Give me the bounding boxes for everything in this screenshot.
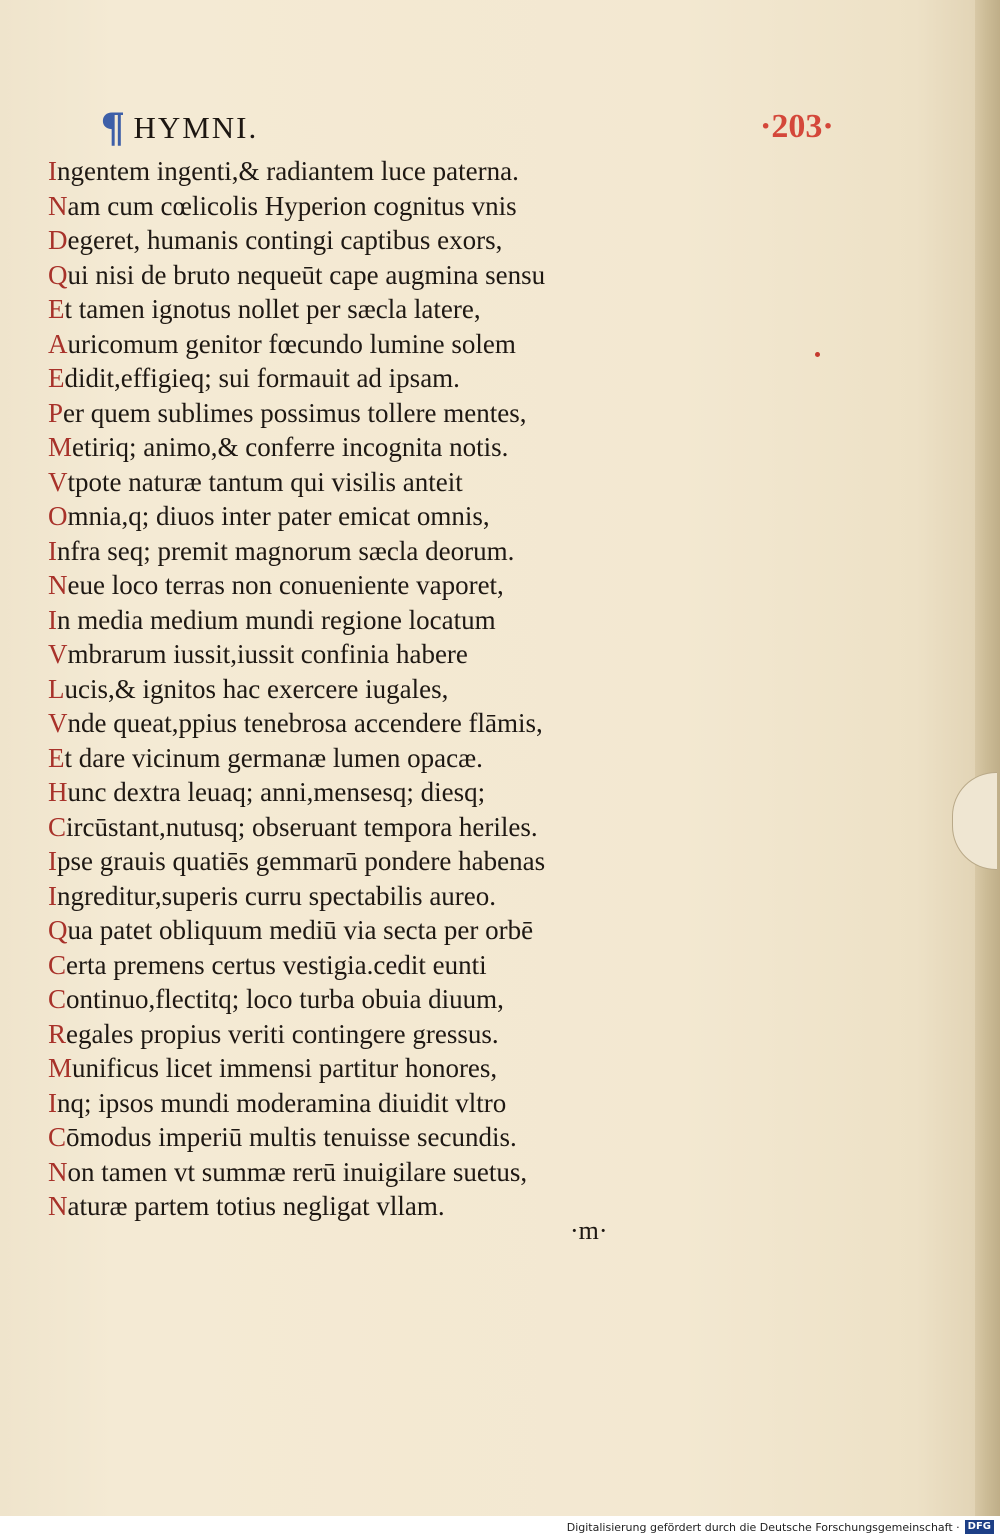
verse-text: nfra seq; premit magnorum sæcla deorum. xyxy=(57,535,515,566)
verse-text: mnia,q; diuos inter pater emicat omnis, xyxy=(67,501,490,531)
verse-text: nq; ipsos mundi moderamina diuidit vltro xyxy=(57,1087,507,1118)
signature-mark: ·m· xyxy=(570,1216,608,1245)
funding-note: Digitalisierung gefördert durch die Deutsche Forschungsgemeinschaft · xyxy=(566,1520,960,1534)
rubricated-initial: P xyxy=(48,397,64,428)
verse-line xyxy=(48,637,545,672)
verse-line xyxy=(48,189,545,224)
verse-line xyxy=(48,361,545,396)
verse-line xyxy=(48,258,545,293)
verse-text: t tamen ignotus nollet per sæcla latere, xyxy=(64,294,481,324)
verse-line xyxy=(48,1189,545,1224)
verse-line xyxy=(48,1155,545,1190)
verse-line xyxy=(48,327,545,362)
rubricated-initial: N xyxy=(48,570,68,600)
rubricated-initial: E xyxy=(48,742,65,773)
rubricated-initial: C xyxy=(48,949,67,980)
verse-text: ircūstant,nutusq; obseruant tempora heriles. xyxy=(66,811,538,842)
verse-text: ngentem ingenti,& radiantem luce paterna. xyxy=(57,156,519,186)
rubricated-initial: M xyxy=(48,1053,73,1083)
verse-text: unc dextra leuaq; anni,mensesq; diesq; xyxy=(67,777,486,807)
verse-line xyxy=(48,465,545,500)
verse-text: egales propius veriti contingere gressus. xyxy=(66,1018,499,1049)
verse-text: t dare vicinum germanæ lumen opacæ. xyxy=(64,742,483,773)
pilcrow-icon: ¶ xyxy=(100,104,126,152)
rubricated-initial: C xyxy=(48,984,67,1014)
verse-text: didit,effigieq; sui formauit ad ipsam. xyxy=(64,363,460,393)
verse-text: unificus licet immensi partitur honores, xyxy=(72,1053,498,1083)
verse-text: n media medium mundi regione locatum xyxy=(57,604,496,635)
rubricated-initial: D xyxy=(48,225,68,255)
verse-text: ngreditur,superis curru spectabilis aureo. xyxy=(57,880,497,911)
verse-text: ucis,& ignitos hac exercere iugales, xyxy=(64,673,449,704)
rubricated-initial: O xyxy=(48,501,68,531)
poem-text xyxy=(48,154,545,1224)
rubricated-initial: N xyxy=(48,190,68,221)
rubricated-initial: R xyxy=(48,1018,67,1049)
dfg-logo: DFG xyxy=(965,1520,994,1534)
rubricated-initial: I xyxy=(48,604,57,635)
rubricated-initial: E xyxy=(48,294,65,324)
verse-text: uricomum genitor fœcundo lumine solem xyxy=(67,328,516,359)
verse-text: tpote naturæ tantum qui visilis anteit xyxy=(67,466,463,497)
verse-text: ōmodus imperiū multis tenuisse secundis. xyxy=(66,1122,517,1152)
rubricated-initial: I xyxy=(48,156,57,186)
verse-text: eue loco terras non conueniente vaporet, xyxy=(67,570,504,600)
verse-line xyxy=(48,1017,545,1052)
rubricated-initial: M xyxy=(48,432,73,462)
verse-text: ua patet obliquum mediū via secta per orbē xyxy=(67,915,534,945)
footer xyxy=(567,1518,994,1536)
verse-line xyxy=(48,534,545,569)
rubricated-initial: N xyxy=(48,1156,68,1187)
verse-text: aturæ partem totius negligat vllam. xyxy=(67,1191,445,1221)
verse-text: etiriq; animo,& conferre incognita notis. xyxy=(72,432,509,462)
verse-line xyxy=(48,706,545,741)
rubricated-initial: A xyxy=(48,328,68,359)
verse-line xyxy=(48,948,545,983)
verse-line xyxy=(48,1086,545,1121)
verse-line xyxy=(48,154,545,189)
verse-text: ui nisi de bruto nequeūt cape augmina sensu xyxy=(67,259,546,290)
verse-line xyxy=(48,879,545,914)
verse-text: on tamen vt summæ rerū inuigilare suetus, xyxy=(67,1156,528,1187)
verse-text: am cum cœlicolis Hyperion cognitus vnis xyxy=(67,190,517,221)
rubricated-initial: E xyxy=(48,363,65,393)
rubricated-initial: L xyxy=(48,673,65,704)
rubricated-initial: Q xyxy=(48,915,68,945)
rubricated-initial: I xyxy=(48,1087,57,1118)
verse-line xyxy=(48,430,545,465)
verse-line xyxy=(48,672,545,707)
verse-line xyxy=(48,223,545,258)
verse-line xyxy=(48,982,545,1017)
verse-text: egeret, humanis contingi captibus exors, xyxy=(67,225,503,255)
rubricated-initial: V xyxy=(48,466,68,497)
verse-text: nde queat,ppius tenebrosa accendere flāmis, xyxy=(67,708,543,738)
verse-line xyxy=(48,292,545,327)
verse-line xyxy=(48,913,545,948)
page-header xyxy=(100,104,259,152)
verse-text: ontinuo,flectitq; loco turba obuia diuum, xyxy=(66,984,504,1014)
verse-line xyxy=(48,775,545,810)
rubricated-initial: Q xyxy=(48,259,68,290)
rubricated-initial: C xyxy=(48,1122,67,1152)
page-edge xyxy=(975,0,1000,1516)
rubricated-initial: V xyxy=(48,708,68,738)
verse-text: pse grauis quatiēs gemmarū pondere habenas xyxy=(57,846,546,876)
rubricated-initial: N xyxy=(48,1191,68,1221)
running-head: HYMNI. xyxy=(133,110,259,145)
verse-line xyxy=(48,741,545,776)
rubricated-initial: I xyxy=(48,535,57,566)
verse-line xyxy=(48,844,545,879)
verse-line xyxy=(48,1051,545,1086)
rubricated-initial: I xyxy=(48,880,57,911)
verse-line xyxy=(48,499,545,534)
verse-line xyxy=(48,396,545,431)
verse-line xyxy=(48,568,545,603)
verse-text: er quem sublimes possimus tollere mentes, xyxy=(63,397,527,428)
verse-text: erta premens certus vestigia.cedit eunti xyxy=(66,949,487,980)
verse-line xyxy=(48,1120,545,1155)
rubricated-initial: H xyxy=(48,777,68,807)
verse-text: mbrarum iussit,iussit confinia habere xyxy=(67,639,468,669)
rubricated-initial: V xyxy=(48,639,68,669)
ink-mark xyxy=(815,352,820,357)
verse-line xyxy=(48,810,545,845)
verse-line xyxy=(48,603,545,638)
rubricated-initial: I xyxy=(48,846,57,876)
rubricated-initial: C xyxy=(48,811,67,842)
folio-number: ·203· xyxy=(760,108,834,145)
